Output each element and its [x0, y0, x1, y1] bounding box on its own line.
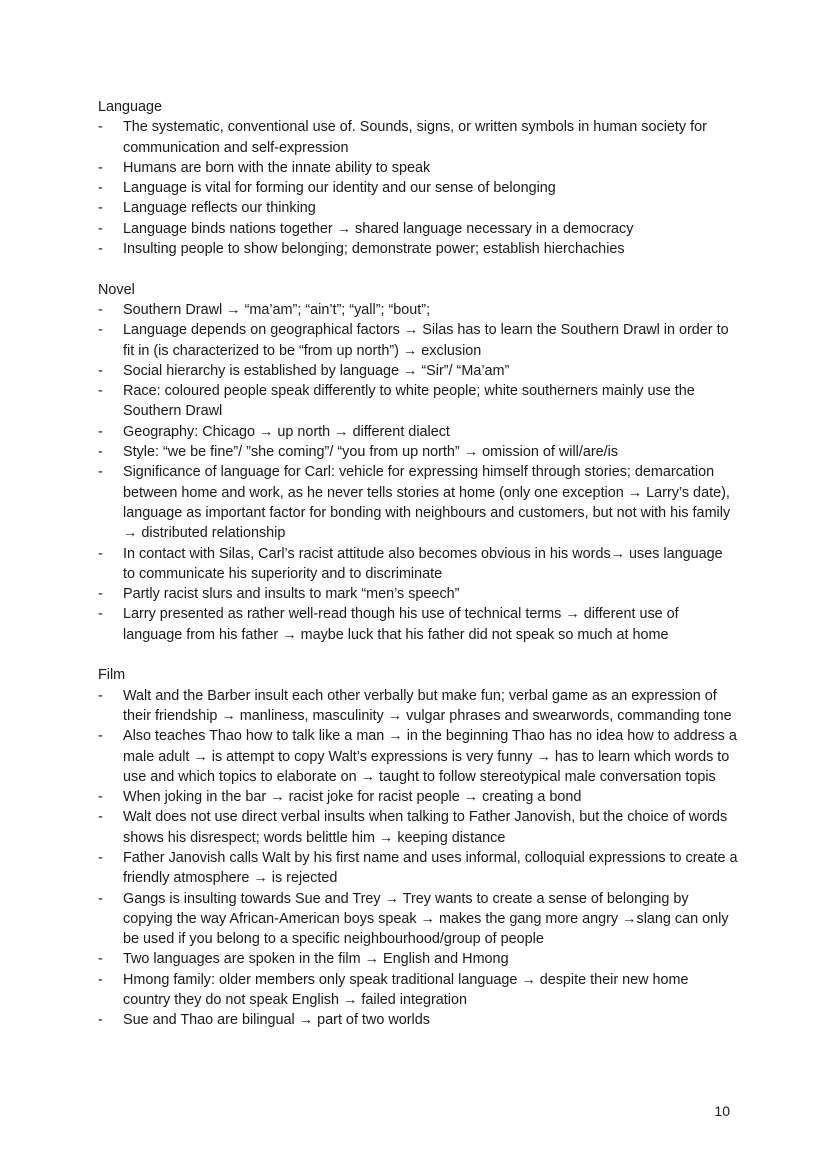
list-item-text: Sue and Thao are bilingual → part of two worlds	[123, 1012, 430, 1029]
list-item-text: Two languages are spoken in the film → English and Hmong	[123, 951, 509, 968]
list-item-text: Significance of language for Carl: vehicle for expressing himself through stories; demarcation between home and work, as he never tells stories at home (only one exception → Larry’s date), language as important factor for bonding with neighbours and customers, but not with his family → distributed relationship	[123, 464, 731, 542]
section-language	[98, 97, 738, 259]
list-item	[98, 584, 738, 604]
bullet-dash: -	[98, 464, 103, 481]
bullet-dash: -	[98, 809, 103, 826]
list-item	[98, 848, 738, 889]
bullet-dash: -	[98, 789, 103, 806]
bullet-dash: -	[98, 423, 103, 440]
bullet-dash: -	[98, 586, 103, 603]
list-item	[98, 320, 738, 361]
bullet-dash: -	[98, 119, 103, 136]
list-item	[98, 787, 738, 807]
list-item-text: Language reflects our thinking	[123, 200, 316, 217]
list-item-text: Gangs is insulting towards Sue and Trey → Trey wants to create a sense of belonging by copying the way African-American boys speak → makes the gang more angry →slang can only be used if you belong to a specific neighbourhood/group of people	[123, 890, 729, 948]
list-item-text: Larry presented as rather well-read though his use of technical terms → different use of language from his father → maybe luck that his father did not speak so much at home	[123, 606, 679, 643]
list-item-text: Partly racist slurs and insults to mark “men’s speech”	[123, 586, 460, 603]
section-heading: Film	[98, 667, 126, 684]
bullet-dash: -	[98, 220, 103, 237]
list-item-text: Insulting people to show belonging; demonstrate power; establish hierchachies	[123, 241, 625, 258]
bullet-dash: -	[98, 159, 103, 176]
section-novel	[98, 280, 738, 645]
list-item-text: Also teaches Thao how to talk like a man → in the beginning Thao has no idea how to address a male adult → is attempt to copy Walt’s expressions is very funny → has to learn which words to use and which topics to elaborate on → taught to follow stereotypical male conversation topis	[123, 728, 737, 785]
list-item-text: Race: coloured people speak differently to white people; white southerners mainly use the Southern Drawl	[123, 383, 695, 420]
bullet-dash: -	[98, 1012, 103, 1029]
list-item-text: Language is vital for forming our identity and our sense of belonging	[123, 180, 556, 197]
list-item	[98, 300, 738, 320]
list-item-text: Walt and the Barber insult each other verbally but make fun; verbal game as an expression of their friendship → manliness, masculinity → vulgar phrases and swearwords, commanding tone	[123, 687, 732, 724]
list-item-text: Social hierarchy is established by language → “Sir”/ “Ma’am”	[123, 362, 510, 379]
list-item	[98, 544, 738, 585]
bullet-dash: -	[98, 890, 103, 907]
list-item	[98, 178, 738, 198]
bullet-dash: -	[98, 849, 103, 866]
bullet-dash: -	[98, 606, 103, 623]
list-item-text: Father Janovish calls Walt by his first name and uses informal, colloquial expressions to create a friendly atmosphere → is rejected	[123, 849, 738, 887]
section-heading: Novel	[98, 281, 135, 298]
bullet-list	[98, 686, 738, 1031]
page-number: 10	[714, 1103, 730, 1119]
list-item	[98, 889, 738, 950]
bullet-dash: -	[98, 241, 103, 258]
list-item	[98, 1010, 738, 1030]
list-item	[98, 361, 738, 381]
list-item	[98, 726, 738, 787]
bullet-list	[98, 117, 738, 259]
list-item-text: Language binds nations together → shared language necessary in a democracy	[123, 220, 634, 237]
list-item	[98, 198, 738, 218]
bullet-list	[98, 300, 738, 645]
list-item-text: When joking in the bar → racist joke for racist people → creating a bond	[123, 789, 582, 806]
list-item-text: Humans are born with the innate ability to speak	[123, 159, 431, 176]
section-heading: Language	[98, 99, 163, 115]
list-item	[98, 219, 738, 239]
bullet-dash: -	[98, 444, 103, 461]
bullet-dash: -	[98, 971, 103, 988]
list-item	[98, 462, 738, 543]
list-item	[98, 970, 738, 1011]
list-item-text: The systematic, conventional use of. Sounds, signs, or written symbols in human society for communication and self-expression	[123, 119, 707, 156]
list-item-text: In contact with Silas, Carl’s racist attitude also becomes obvious in his words→ uses language to communicate his superiority and to discriminate	[123, 545, 723, 582]
bullet-dash: -	[98, 951, 103, 968]
list-item	[98, 239, 738, 259]
list-item	[98, 442, 738, 462]
list-item	[98, 807, 738, 848]
list-item-text: Language depends on geographical factors → Silas has to learn the Southern Drawl in order to fit in (is characterized to be “from up north”) → exclusion	[123, 322, 729, 359]
list-item	[98, 686, 738, 727]
bullet-dash: -	[98, 301, 103, 318]
list-item	[98, 422, 738, 442]
list-item	[98, 604, 738, 645]
list-item-text: Style: “we be fine”/ ”she coming”/ “you from up north” → omission of will/are/is	[123, 444, 619, 461]
list-item	[98, 381, 738, 422]
list-item-text: Southern Drawl → “ma’am”; “ain’t”; “yall”; “bout”;	[123, 301, 431, 318]
bullet-dash: -	[98, 180, 103, 197]
list-item-text: Walt does not use direct verbal insults when talking to Father Janovish, but the choice of words shows his disrespect; words belittle him → keeping distance	[123, 809, 728, 846]
bullet-dash: -	[98, 362, 103, 379]
bullet-dash: -	[98, 322, 103, 339]
list-item-text: Hmong family: older members only speak traditional language → despite their new home country they do not speak English → failed integration	[123, 971, 689, 1009]
bullet-dash: -	[98, 383, 103, 400]
bullet-dash: -	[98, 728, 103, 745]
list-item	[98, 949, 738, 969]
list-item	[98, 117, 738, 158]
list-item	[98, 158, 738, 178]
bullet-dash: -	[98, 200, 103, 217]
bullet-dash: -	[98, 545, 103, 562]
section-film	[98, 665, 738, 1030]
list-item-text: Geography: Chicago → up north → different dialect	[123, 423, 450, 440]
notes-content	[98, 97, 738, 1051]
bullet-dash: -	[98, 687, 103, 704]
